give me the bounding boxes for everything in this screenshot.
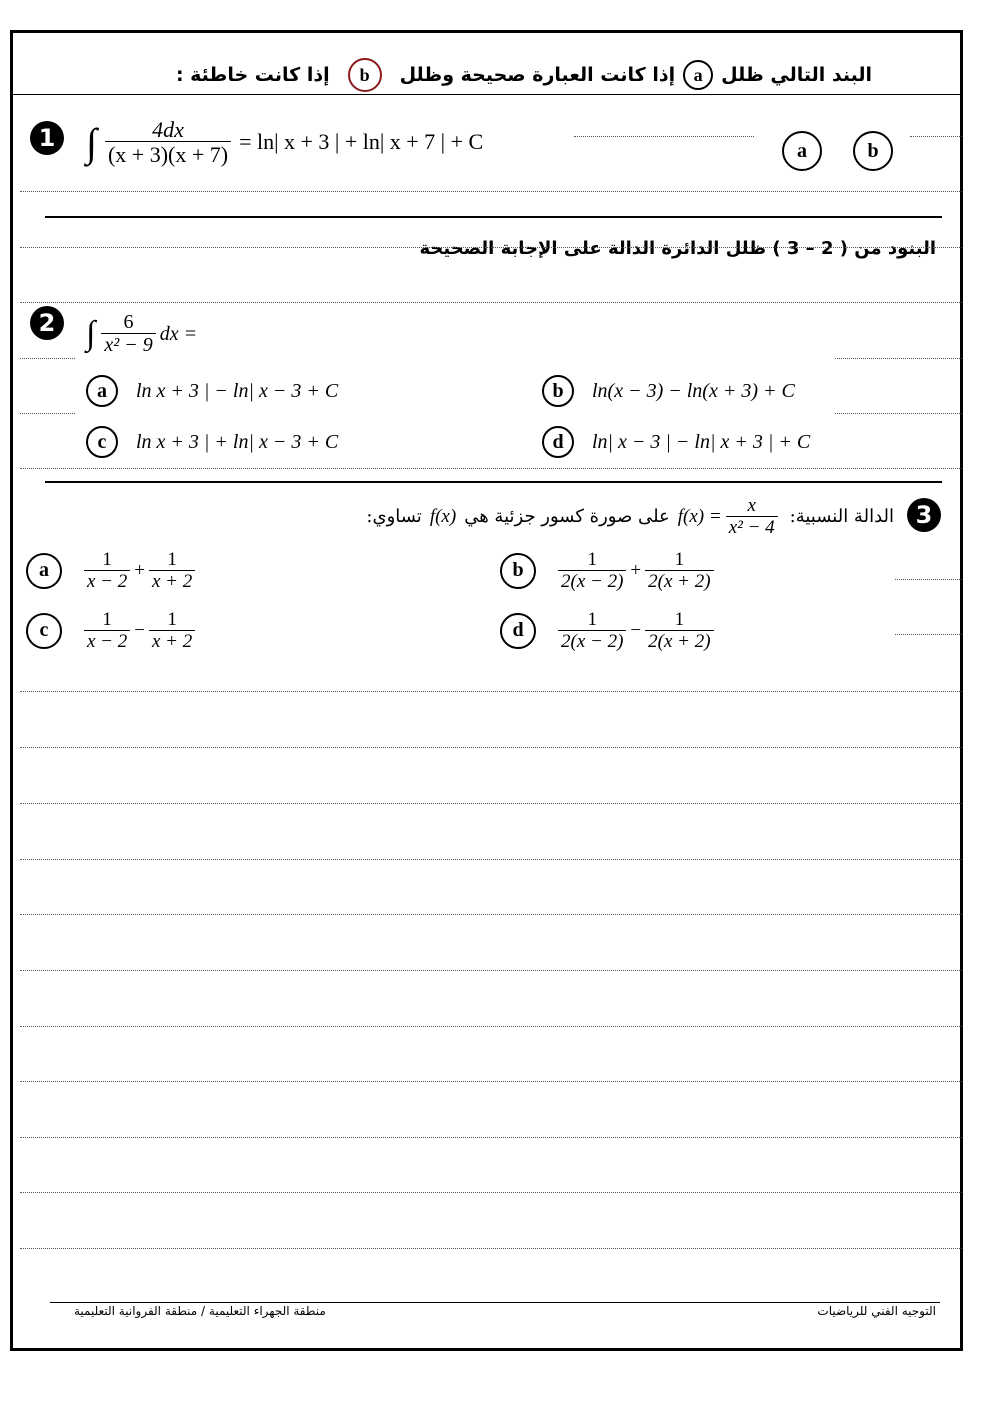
question-3-prefix: الدالة النسبية:: [789, 506, 894, 528]
question-3-option-b[interactable]: [500, 550, 718, 592]
question-2-expression: [86, 312, 197, 356]
numerator: 1: [587, 549, 597, 570]
question-1-choice-b[interactable]: b: [853, 131, 893, 171]
dotted-line: [20, 970, 962, 971]
question-3-option-c[interactable]: [26, 610, 199, 652]
numerator: 1: [674, 609, 685, 630]
question-2-option-a[interactable]: [86, 375, 338, 407]
numerator: 1: [167, 609, 177, 630]
header-instruction: [176, 58, 872, 92]
section-divider: [45, 216, 942, 218]
answer-line: [835, 413, 962, 414]
fraction-numerator: 6: [123, 311, 134, 333]
numerator: 1: [674, 549, 685, 570]
dotted-line: [20, 914, 962, 915]
fraction-denominator: x² − 9: [101, 333, 155, 356]
question-2-option-c[interactable]: [86, 426, 338, 458]
section-2-title: البنود من ( 2 – 3 ) ظلل الدائرة الدالة على الإجابة الصحيحة: [419, 238, 936, 259]
footer-divider: [50, 1302, 940, 1303]
dotted-line: [20, 1192, 962, 1193]
numerator: 1: [167, 549, 177, 570]
section-divider: [45, 481, 942, 483]
option-expression: [80, 610, 199, 652]
answer-line: [895, 634, 962, 635]
dotted-line: [20, 803, 962, 804]
dotted-line: [20, 1248, 962, 1249]
option-circle[interactable]: b: [500, 553, 536, 589]
option-circle[interactable]: a: [86, 375, 118, 407]
denominator: 2(x − 2): [558, 630, 626, 652]
dotted-line: [20, 1026, 962, 1027]
answer-line: [20, 358, 75, 359]
option-expression: [554, 610, 718, 652]
operator: −: [134, 619, 145, 641]
question-3-middle: على صورة كسور جزئية هي: [464, 506, 670, 528]
option-circle[interactable]: d: [500, 613, 536, 649]
option-text: ln(x − 3) − ln(x + 3) + C: [592, 379, 795, 402]
option-circle[interactable]: c: [86, 426, 118, 458]
fraction-numerator: x: [747, 495, 756, 516]
dotted-line: [20, 691, 962, 692]
header-part3: إذا كانت خاطئة :: [175, 64, 330, 86]
function-label-2: f(x): [429, 505, 457, 527]
denominator: x − 2: [84, 570, 130, 592]
numerator: 1: [102, 609, 112, 630]
question-1-number: 1: [30, 121, 64, 155]
fraction-numerator: 4dx: [152, 117, 184, 142]
header-circle-b: b: [348, 58, 382, 92]
footer-right-text: التوجيه الفني للرياضيات: [817, 1304, 936, 1318]
question-3-option-a[interactable]: [26, 550, 199, 592]
header-part1: البند التالي ظلل: [721, 64, 872, 86]
question-3-option-d[interactable]: [500, 610, 718, 652]
question-2-number: 2: [30, 306, 64, 340]
fraction-denominator: (x + 3)(x + 7): [105, 141, 231, 166]
question-2-fraction: [101, 312, 155, 356]
dotted-line: [20, 247, 962, 248]
question-2-option-b[interactable]: [542, 375, 795, 407]
fraction-denominator: x² − 4: [726, 516, 778, 538]
answer-line: [574, 136, 754, 137]
question-2-option-d[interactable]: [542, 426, 810, 458]
denominator: x − 2: [84, 630, 130, 652]
question-1-expression: [86, 118, 483, 166]
operator: +: [134, 559, 145, 581]
option-text: ln| x − 3 | − ln| x + 3 | + C: [592, 430, 811, 453]
numerator: 1: [102, 549, 112, 570]
option-circle[interactable]: d: [542, 426, 574, 458]
header-part2: إذا كانت العبارة صحيحة وظلل: [399, 64, 676, 86]
option-circle[interactable]: c: [26, 613, 62, 649]
question-3-number: 3: [907, 498, 941, 532]
operator: −: [630, 619, 642, 641]
denominator: 2(x + 2): [645, 630, 713, 652]
dotted-line: [20, 1137, 962, 1138]
header-divider: [12, 94, 961, 95]
dotted-line: [20, 191, 962, 192]
option-text: ln x + 3 | − ln| x − 3 + C: [136, 379, 339, 402]
denominator: x + 2: [149, 570, 195, 592]
footer-left-text: منطقة الجهراء التعليمية / منطقة الفروانية التعليمية: [74, 1304, 326, 1318]
operator: +: [630, 559, 642, 581]
numerator: 1: [587, 609, 597, 630]
denominator: 2(x − 2): [558, 570, 626, 592]
question-3-fraction: [726, 496, 778, 538]
question-2-tail: dx =: [159, 322, 198, 345]
answer-line: [20, 413, 75, 414]
question-1-fraction: [105, 118, 231, 166]
question-1-choice-a[interactable]: a: [782, 131, 822, 171]
dotted-line: [20, 859, 962, 860]
option-expression: [554, 550, 718, 592]
question-1-rhs: = ln| x + 3 | + ln| x + 7 | + C: [239, 129, 484, 155]
option-circle[interactable]: b: [542, 375, 574, 407]
header-circle-a: a: [683, 60, 713, 90]
question-3-stem: [366, 496, 894, 538]
question-3-function: [678, 496, 782, 538]
question-3-suffix: تساوي:: [366, 506, 422, 528]
denominator: x + 2: [149, 630, 195, 652]
option-expression: [80, 550, 199, 592]
option-text: ln x + 3 | + ln| x − 3 + C: [136, 430, 339, 453]
option-circle[interactable]: a: [26, 553, 62, 589]
answer-line: [835, 358, 962, 359]
dotted-line: [20, 302, 962, 303]
dotted-line: [20, 747, 962, 748]
dotted-line: [20, 1081, 962, 1082]
denominator: 2(x + 2): [645, 570, 713, 592]
function-label: f(x) =: [677, 505, 722, 527]
answer-line: [20, 468, 962, 469]
integral-sign: ∫: [86, 119, 97, 165]
answer-line: [895, 579, 962, 580]
answer-line: [910, 136, 962, 137]
integral-sign: ∫: [86, 315, 96, 352]
